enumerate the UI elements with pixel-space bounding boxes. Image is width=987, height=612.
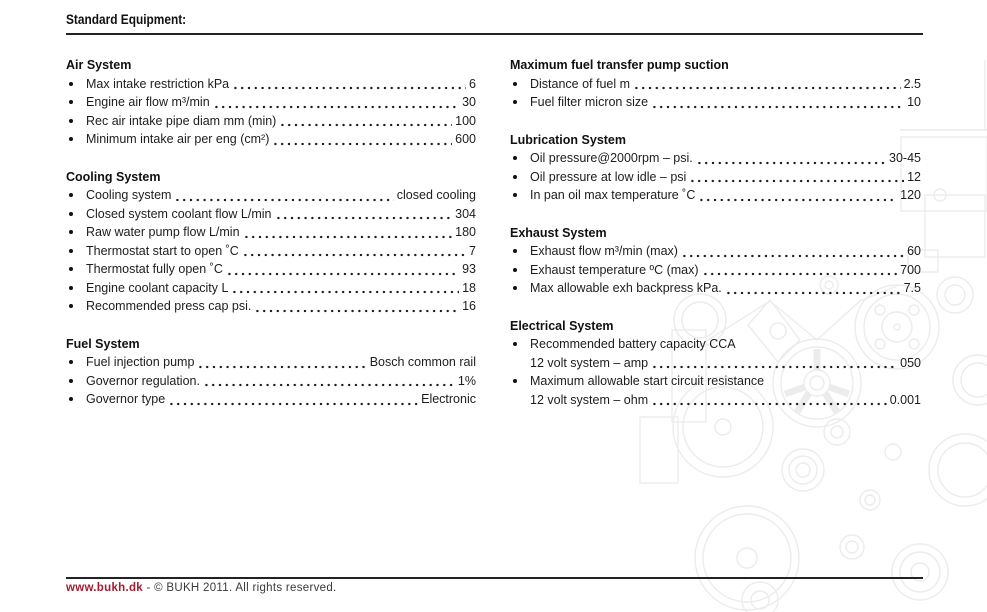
bullet-icon: [66, 242, 86, 261]
item-value: 1%: [457, 373, 476, 388]
dot-leader: [242, 242, 466, 261]
item-label: Thermostat fully open ˚C: [86, 262, 223, 276]
bullet-icon: [510, 186, 530, 205]
dot-leader: [254, 297, 459, 316]
dot-leader: [243, 223, 453, 242]
dot-leader: [698, 186, 897, 205]
section-item-list: [510, 149, 921, 205]
item-label: Raw water pump flow L/min: [86, 225, 240, 239]
item-label: In pan oil max temperature ˚C: [530, 188, 696, 202]
item-value: 7.5: [903, 281, 921, 295]
page-title: Standard Equipment:: [66, 12, 187, 27]
item-label: Exhaust flow m³/min (max): [530, 244, 678, 258]
spec-columns: [66, 56, 921, 428]
item-value: 2.5: [903, 76, 921, 91]
dot-leader: [231, 279, 459, 298]
item-value: Electronic: [421, 392, 476, 406]
dot-leader: [279, 112, 452, 131]
dot-leader: [232, 75, 466, 94]
item-label: Governor type: [86, 392, 166, 406]
spec-item: [66, 186, 476, 205]
dot-leader: [702, 261, 898, 280]
item-value: closed cooling: [396, 188, 476, 202]
section-item-list: [66, 75, 476, 149]
item-label: 12 volt system – amp: [530, 355, 649, 370]
spec-item: [510, 75, 921, 94]
item-value: 120: [900, 188, 921, 202]
item-label: Rec air intake pipe diam mm (min): [86, 113, 277, 128]
spec-item: [66, 260, 476, 279]
dot-leader: [197, 353, 366, 372]
item-value: 10: [907, 95, 921, 109]
item-label: Exhaust temperature ºC (max): [530, 262, 699, 277]
footer-website-link[interactable]: www.bukh.dk: [66, 582, 143, 594]
bullet-icon: [66, 205, 86, 224]
spec-item: [510, 242, 921, 261]
dot-leader: [681, 242, 904, 261]
item-value: 700: [900, 262, 921, 277]
item-value: 100: [455, 113, 476, 128]
item-label: Oil pressure@2000rpm – psi.: [530, 151, 693, 165]
item-label: Recommended battery capacity CCA: [530, 337, 736, 351]
item-value: 7: [469, 243, 476, 258]
spec-section: [510, 131, 921, 205]
item-value: 60: [907, 244, 921, 258]
dot-leader: [275, 205, 453, 224]
spec-section: [66, 335, 476, 409]
item-value: 18: [462, 280, 476, 295]
spec-item: [510, 354, 921, 373]
item-label: Thermostat start to open ˚C: [86, 243, 239, 258]
bullet-icon: [66, 112, 86, 131]
dot-leader: [633, 75, 901, 94]
spec-item: [66, 205, 476, 224]
footer-text: [66, 582, 337, 594]
bullet-icon: [66, 279, 86, 298]
right-column: [510, 56, 921, 428]
bullet-icon: [510, 93, 530, 112]
spec-item: [66, 130, 476, 149]
item-label: Governor regulation.: [86, 373, 200, 388]
item-label: Oil pressure at low idle – psi: [530, 169, 687, 184]
section-item-list: [66, 353, 476, 409]
dot-leader: [696, 149, 886, 168]
spec-item: [510, 149, 921, 168]
spec-item: [510, 391, 921, 410]
bullet-icon: [66, 353, 86, 372]
item-value: Bosch common rail: [369, 355, 476, 369]
dot-leader: [213, 93, 459, 112]
item-value: 0.001: [889, 392, 921, 407]
section-heading: Electrical System: [510, 318, 614, 333]
item-label: Maximum allowable start circuit resistance: [530, 374, 765, 388]
item-label: Recommended press cap psi.: [86, 299, 252, 313]
spec-item: [66, 372, 476, 391]
bullet-icon: [66, 297, 86, 316]
item-value: 600: [455, 132, 476, 146]
section-heading: Air System: [66, 58, 132, 72]
item-label: Minimum intake air per eng (cm²): [86, 132, 270, 146]
item-value: 12: [907, 169, 921, 184]
item-value: 30: [462, 95, 476, 109]
bullet-icon: [510, 279, 530, 298]
dot-leader: [272, 130, 452, 149]
section-item-list: [66, 186, 476, 316]
bullet-icon: [66, 186, 86, 205]
footer-copyright: - © BUKH 2011. All rights reserved.: [143, 582, 337, 594]
spec-item: [66, 353, 476, 372]
spec-item: [66, 390, 476, 409]
item-label: Fuel injection pump: [86, 355, 195, 369]
bullet-icon: [66, 93, 86, 112]
spec-section: [66, 56, 476, 149]
bullet-icon: [66, 372, 86, 391]
section-item-list: [510, 335, 921, 409]
bullet-icon: [510, 391, 530, 410]
spec-item: [66, 279, 476, 298]
spec-item: [66, 93, 476, 112]
spec-item: [510, 372, 921, 391]
bullet-icon: [510, 242, 530, 261]
bullet-icon: [510, 354, 530, 373]
item-label: Max allowable exh backpress kPa.: [530, 281, 722, 295]
bullet-icon: [510, 75, 530, 94]
section-item-list: [510, 75, 921, 112]
item-value: 180: [455, 225, 476, 239]
spec-item: [66, 223, 476, 242]
dot-leader: [168, 390, 418, 409]
section-heading: Lubrication System: [510, 132, 626, 147]
section-item-list: [510, 242, 921, 298]
bullet-icon: [66, 260, 86, 279]
bullet-icon: [510, 149, 530, 168]
dot-leader: [203, 372, 455, 391]
section-heading: Cooling System: [66, 169, 161, 184]
spec-item: [66, 112, 476, 131]
spec-item: [66, 75, 476, 94]
bullet-icon: [510, 168, 530, 187]
section-heading: Exhaust System: [510, 225, 607, 240]
spec-item: [66, 297, 476, 316]
item-label: Max intake restriction kPa: [86, 76, 230, 91]
dot-leader: [689, 168, 904, 187]
item-label: Distance of fuel m: [530, 76, 631, 91]
item-value: 304: [455, 206, 476, 221]
bullet-icon: [510, 372, 530, 391]
dot-leader: [651, 391, 887, 410]
section-heading: Maximum fuel transfer pump suction: [510, 58, 729, 72]
dot-leader: [651, 354, 897, 373]
spec-section: [66, 168, 476, 316]
bullet-icon: [66, 223, 86, 242]
item-value: 050: [900, 355, 921, 370]
spec-item: [510, 335, 921, 354]
item-value: 93: [462, 262, 476, 276]
item-label: Cooling system: [86, 188, 172, 202]
spec-item: [510, 168, 921, 187]
dot-leader: [174, 186, 393, 205]
item-value: 30-45: [889, 151, 921, 165]
dot-leader: [226, 260, 459, 279]
item-value: 16: [462, 299, 476, 313]
header-rule: [66, 33, 923, 35]
spec-item: [66, 242, 476, 261]
item-label: Closed system coolant flow L/min: [86, 206, 272, 221]
spec-item: [510, 279, 921, 298]
spec-item: [510, 261, 921, 280]
dot-leader: [725, 279, 901, 298]
bullet-icon: [510, 335, 530, 354]
dot-leader: [651, 93, 904, 112]
bullet-icon: [66, 75, 86, 94]
footer-rule: [66, 577, 923, 579]
item-value: 6: [469, 76, 476, 91]
spec-item: [510, 186, 921, 205]
item-label: 12 volt system – ohm: [530, 392, 649, 407]
left-column: [66, 56, 476, 428]
bullet-icon: [66, 390, 86, 409]
bullet-icon: [66, 130, 86, 149]
spec-section: [510, 56, 921, 112]
spec-item: [510, 93, 921, 112]
item-label: Engine air flow m³/min: [86, 95, 210, 109]
spec-section: [510, 317, 921, 410]
section-heading: Fuel System: [66, 336, 140, 351]
item-label: Fuel filter micron size: [530, 95, 649, 109]
item-label: Engine coolant capacity L: [86, 280, 229, 295]
bullet-icon: [510, 261, 530, 280]
spec-section: [510, 224, 921, 298]
